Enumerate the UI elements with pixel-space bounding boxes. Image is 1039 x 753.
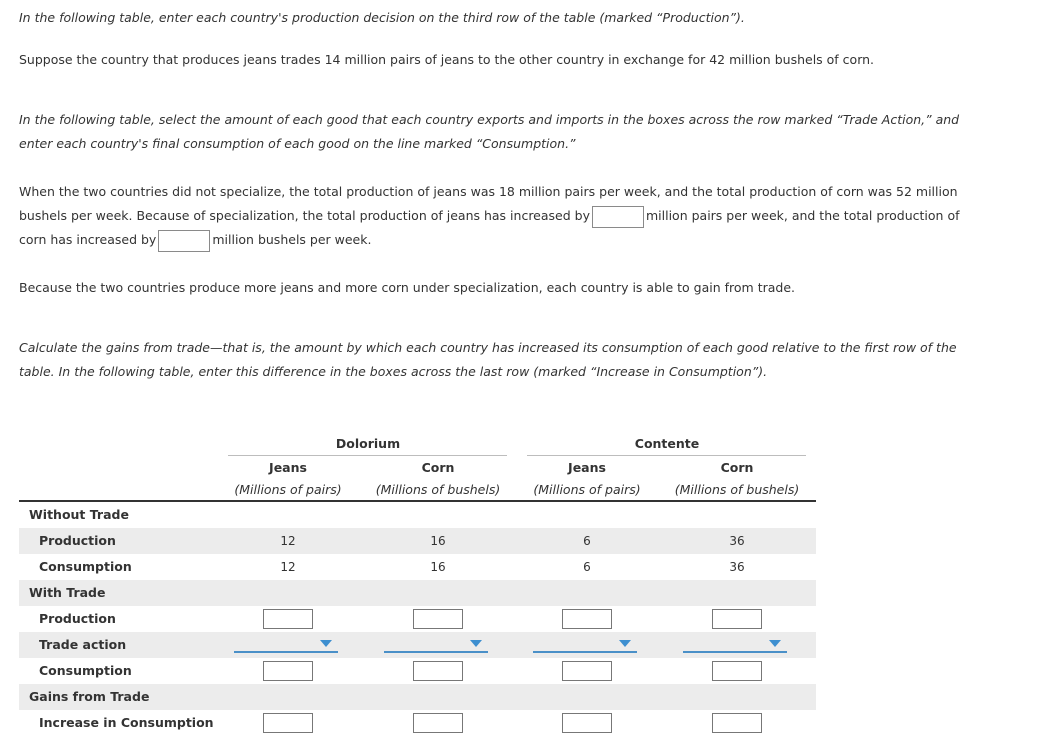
production-input-contente-jeans[interactable] (562, 609, 612, 629)
consumption-input-contente-corn[interactable] (712, 661, 762, 681)
cell-value: 36 (729, 560, 745, 574)
trade-action-dropdown-contente-jeans[interactable] (533, 637, 637, 653)
cell-value: 12 (280, 560, 296, 574)
increase-input-contente-jeans[interactable] (562, 713, 612, 733)
row-label-trade-action: Trade action (39, 637, 127, 652)
cell-value: 16 (430, 560, 446, 574)
unit-contente-jeans: (Millions of pairs) (533, 482, 641, 497)
row-label-increase-in-consumption: Increase in Consumption (39, 715, 214, 730)
production-input-contente-corn[interactable] (712, 609, 762, 629)
country-header-dolorium: Dolorium (335, 436, 401, 451)
dropdown-arrow-icon (470, 640, 482, 647)
consumption-input-dolorium-corn[interactable] (413, 661, 463, 681)
section-label-gains-from-trade: Gains from Trade (29, 689, 150, 704)
production-input-dolorium-corn[interactable] (413, 609, 463, 629)
unit-dolorium-corn: (Millions of bushels) (375, 482, 501, 497)
section-row-without-trade (19, 502, 816, 528)
specialization-corn-suffix: million bushels per week. (212, 232, 372, 247)
unit-dolorium-jeans: (Millions of pairs) (234, 482, 342, 497)
instruction-trade-terms: Suppose the country that produces jeans trades 14 million pairs of jeans to the other country in exchange for 42 million bushels of corn. (19, 52, 875, 67)
dropdown-arrow-icon (320, 640, 332, 647)
consumption-input-contente-jeans[interactable] (562, 661, 612, 681)
dolorium-header-rule (228, 455, 507, 456)
production-input-dolorium-jeans[interactable] (263, 609, 313, 629)
col-header-contente-corn: Corn (720, 460, 754, 475)
increase-input-contente-corn[interactable] (712, 713, 762, 733)
row-label-production: Production (39, 611, 116, 626)
trade-action-dropdown-dolorium-jeans[interactable] (234, 637, 338, 653)
gain-from-trade-statement: Because the two countries produce more jeans and more corn under specialization, each country is able to gain from trade. (19, 280, 796, 295)
cell-value: 6 (583, 560, 591, 574)
dropdown-underline (384, 651, 488, 653)
corn-increase-input[interactable] (158, 230, 210, 252)
cell-value: 16 (430, 534, 446, 548)
dropdown-arrow-icon (619, 640, 631, 647)
instruction-gains-line1: Calculate the gains from trade—that is, the amount by which each country has increased its consumption of each good relative to the first row of the (19, 340, 957, 355)
unit-contente-corn: (Millions of bushels) (674, 482, 800, 497)
specialization-text-line3 (19, 228, 371, 252)
dropdown-underline (683, 651, 787, 653)
jeans-increase-input[interactable] (592, 206, 644, 228)
specialization-text-line1: When the two countries did not specialize, the total production of jeans was 18 million pairs per week, and the total production of corn was 52 million (19, 184, 958, 199)
increase-input-dolorium-jeans[interactable] (263, 713, 313, 733)
row-label-consumption: Consumption (39, 663, 132, 678)
cell-value: 12 (280, 534, 296, 548)
dropdown-underline (533, 651, 637, 653)
section-label-without-trade: Without Trade (29, 507, 129, 522)
contente-header-rule (527, 455, 806, 456)
trade-action-dropdown-contente-corn[interactable] (683, 637, 787, 653)
country-header-contente: Contente (634, 436, 700, 451)
col-header-dolorium-corn: Corn (421, 460, 455, 475)
col-header-dolorium-jeans: Jeans (269, 460, 307, 475)
cell-value: 36 (729, 534, 745, 548)
col-header-contente-jeans: Jeans (568, 460, 606, 475)
specialization-jeans-prefix: bushels per week. Because of specialization, the total production of jeans has increased by (19, 208, 590, 223)
instruction-gains-line2: table. In the following table, enter this difference in the boxes across the last row (marked “Increase in Consumption”). (19, 364, 768, 379)
trade-action-dropdown-dolorium-corn[interactable] (384, 637, 488, 653)
row-label-consumption: Consumption (39, 559, 132, 574)
dropdown-arrow-icon (769, 640, 781, 647)
specialization-corn-prefix: corn has increased by (19, 232, 157, 247)
instruction-trade-action-line2: enter each country's final consumption of each good on the line marked “Consumption.” (19, 136, 576, 151)
section-label-with-trade: With Trade (29, 585, 106, 600)
instruction-trade-action-line1: In the following table, select the amount of each good that each country exports and imports in the boxes across the row marked “Trade Action,” and (19, 112, 960, 127)
increase-input-dolorium-corn[interactable] (413, 713, 463, 733)
instruction-production-decision: In the following table, enter each country's production decision on the third row of the table (marked “Production”). (19, 10, 745, 25)
section-row-with-trade (19, 580, 816, 606)
specialization-text-line2 (19, 204, 960, 228)
consumption-input-dolorium-jeans[interactable] (263, 661, 313, 681)
row-label-production: Production (39, 533, 116, 548)
cell-value: 6 (583, 534, 591, 548)
specialization-jeans-suffix: million pairs per week, and the total production of (645, 208, 960, 223)
dropdown-underline (234, 651, 338, 653)
